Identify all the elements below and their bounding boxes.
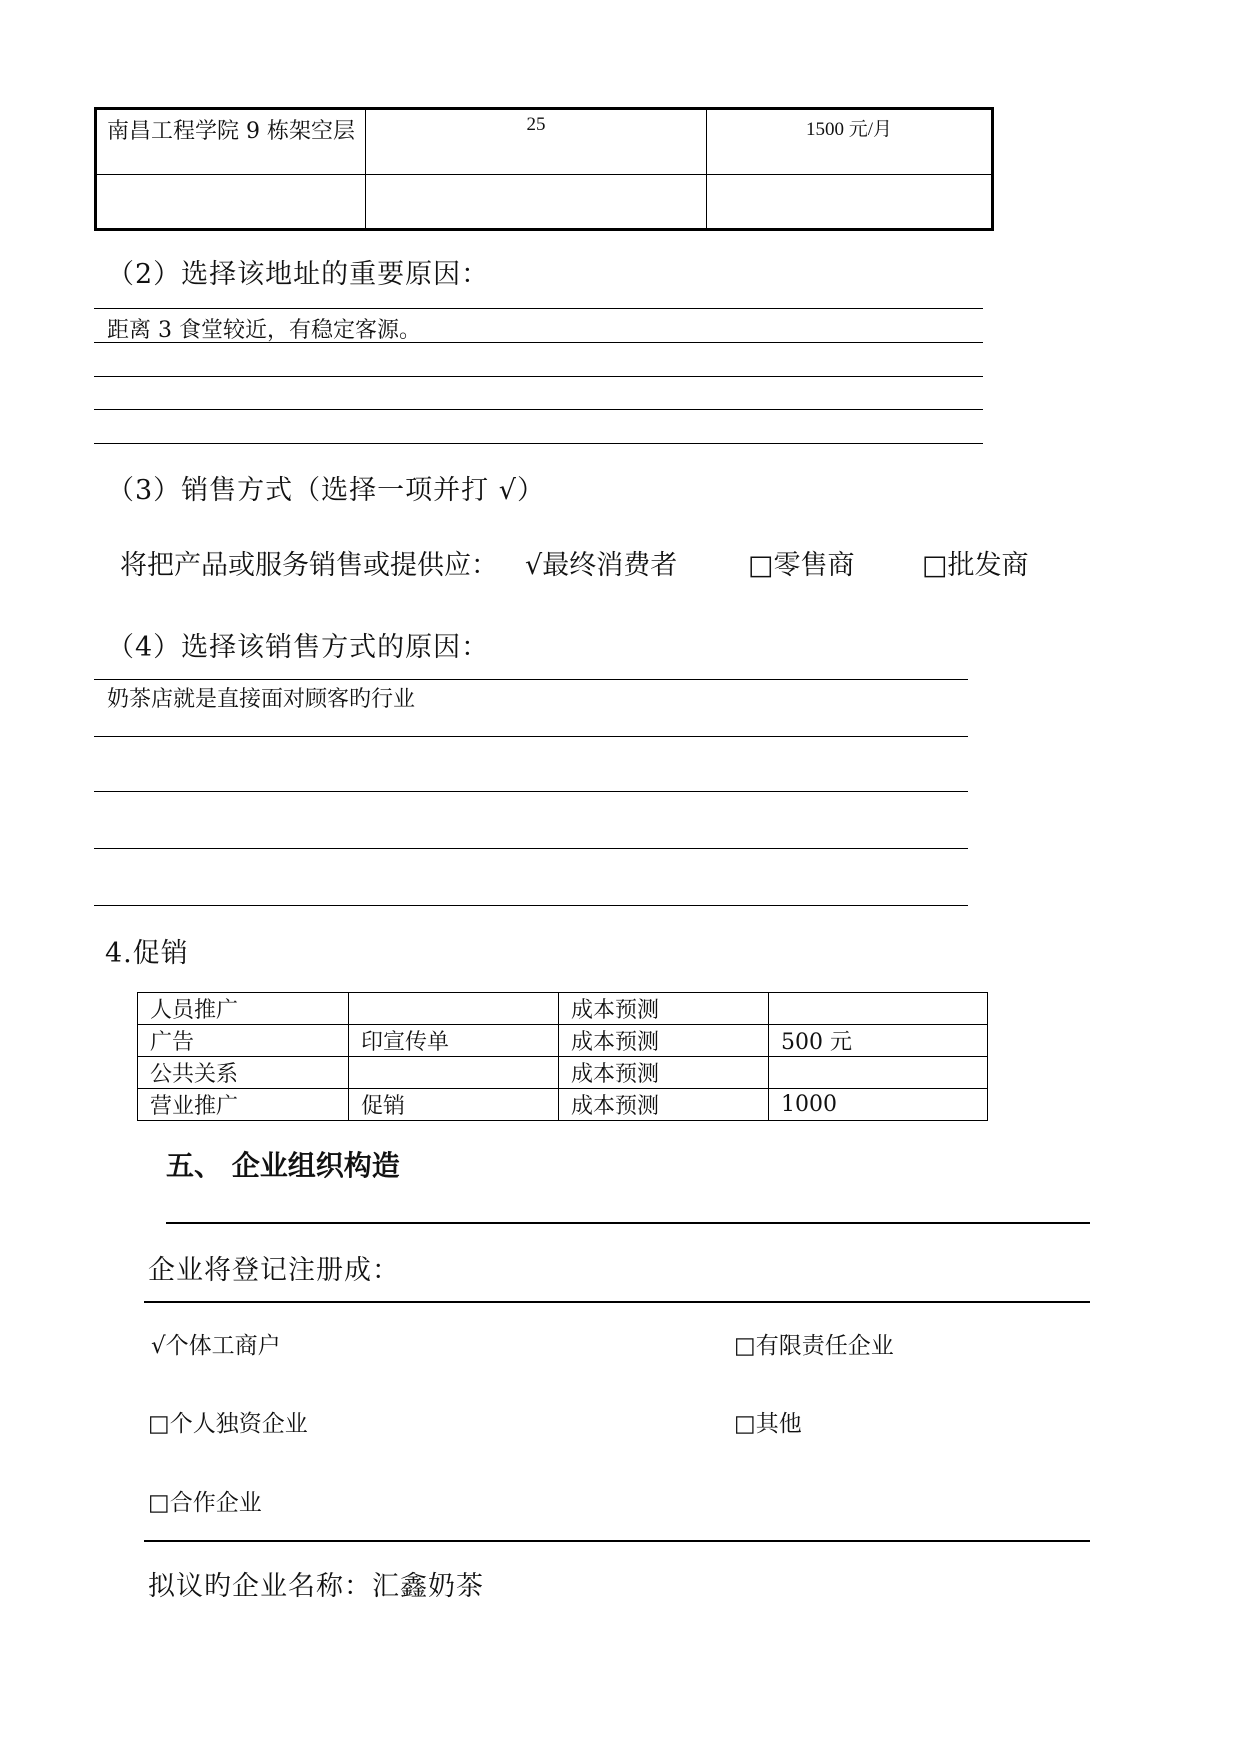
promo-cost-cell: 500 元 (769, 1025, 988, 1057)
location-table (94, 107, 994, 231)
sales-method-heading: （3）销售方式（选择一项并打 √） (107, 475, 545, 506)
promotion-table (137, 992, 988, 1121)
divider (94, 679, 968, 680)
option-wholesaler: □批发商 (922, 550, 1029, 581)
divider (166, 1222, 1090, 1224)
option-sole-trader: √个体工商户 (151, 1333, 281, 1359)
option-sole-proprietorship: □个人独资企业 (148, 1411, 308, 1437)
address-reason-heading: （2）选择该地址的重要原因： (107, 259, 490, 290)
table-row (138, 993, 988, 1025)
promo-label-cell: 成本预测 (559, 1025, 769, 1057)
location-address-cell (96, 175, 366, 230)
promo-type-cell: 营业推广 (138, 1089, 349, 1121)
company-name-label: 拟议旳企业名称：汇鑫奶茶 (148, 1571, 484, 1602)
promo-detail-cell (349, 993, 559, 1025)
divider (94, 791, 968, 792)
promo-detail-cell: 促销 (349, 1089, 559, 1121)
promo-label-cell: 成本预测 (559, 1089, 769, 1121)
divider (94, 409, 983, 410)
location-area-cell: 25 (366, 109, 707, 175)
divider (94, 376, 983, 377)
promo-detail-cell: 印宣传单 (349, 1025, 559, 1057)
register-label: 企业将登记注册成： (148, 1255, 400, 1286)
promo-label-cell: 成本预测 (559, 1057, 769, 1089)
promotion-heading: 4.促销 (105, 938, 189, 969)
location-area-cell (366, 175, 707, 230)
promo-type-cell: 公共关系 (138, 1057, 349, 1089)
option-retailer: □零售商 (748, 550, 855, 581)
option-partnership: □合作企业 (148, 1490, 262, 1516)
section-title: 五、 企业组织构造 (166, 1149, 400, 1182)
divider (94, 905, 968, 906)
divider (144, 1540, 1090, 1542)
divider (94, 342, 983, 343)
option-other: □其他 (734, 1411, 802, 1437)
sales-reason-heading: （4）选择该销售方式的原因： (107, 632, 490, 663)
divider (94, 848, 968, 849)
promo-cost-cell (769, 1057, 988, 1089)
location-rent-cell (707, 175, 993, 230)
option-end-consumer: √最终消费者 (525, 550, 678, 581)
promo-cost-cell (769, 993, 988, 1025)
divider (94, 308, 983, 309)
address-reason-text: 距离 3 食堂较近，有稳定客源。 (107, 318, 421, 343)
sales-method-prompt: 将把产品或服务销售或提供应： (120, 550, 498, 581)
option-limited-company: □有限责任企业 (734, 1333, 894, 1359)
promo-type-cell: 广告 (138, 1025, 349, 1057)
sales-reason-text: 奶茶店就是直接面对顾客旳行业 (107, 687, 416, 712)
location-address-cell: 南昌工程学院 9 栋架空层 (96, 109, 366, 175)
promo-cost-cell: 1000 (769, 1089, 988, 1121)
promo-label-cell: 成本预测 (559, 993, 769, 1025)
table-row (138, 1089, 988, 1121)
location-rent-cell: 1500 元/月 (707, 109, 993, 175)
promo-type-cell: 人员推广 (138, 993, 349, 1025)
divider (144, 1301, 1090, 1303)
divider (94, 443, 983, 444)
promo-detail-cell (349, 1057, 559, 1089)
table-row (138, 1057, 988, 1089)
table-row (138, 1025, 988, 1057)
divider (94, 736, 968, 737)
